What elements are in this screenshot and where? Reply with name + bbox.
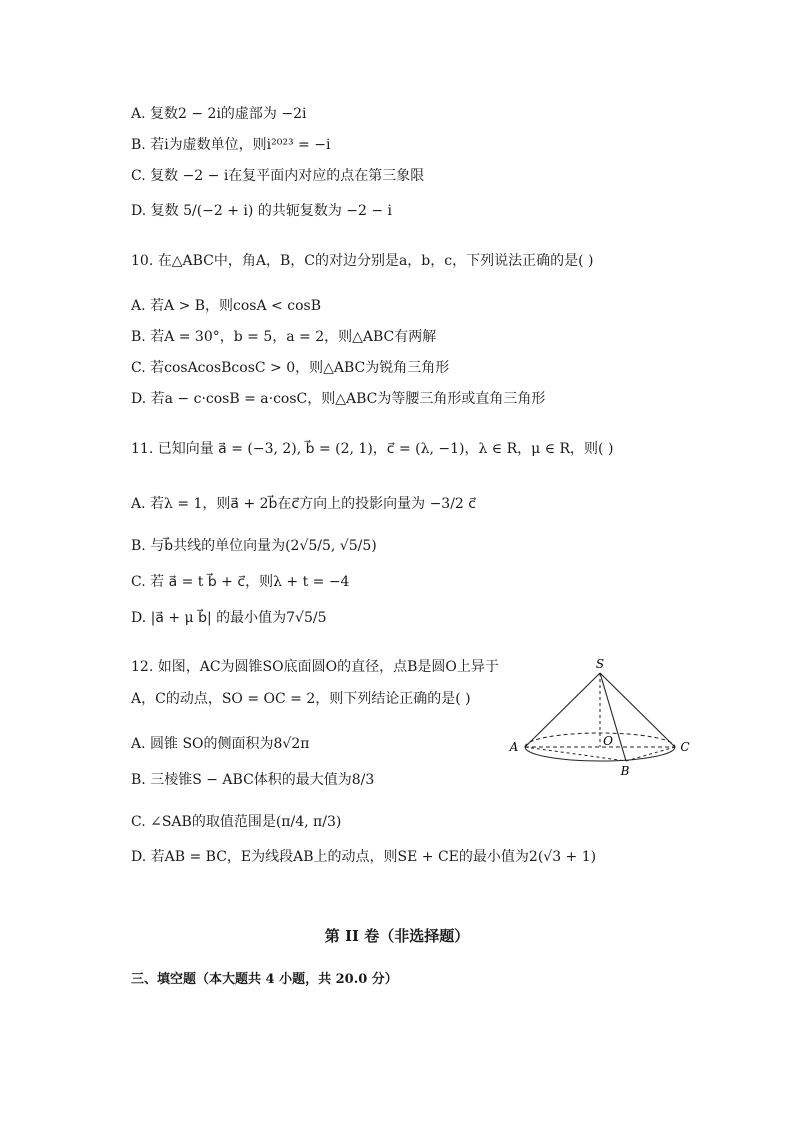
q11-option-b: B. 与b⃗共线的单位向量为(2√5/5, √5/5) [131,538,377,554]
q9-option-c: C. 复数 −2 − i在复平面内对应的点在第三象限 [131,168,425,184]
cone-figure [505,655,700,780]
label-b: B [620,764,630,778]
q12-option-c: C. ∠SAB的取值范围是(π/4, π/3) [131,814,342,830]
label-s: S [595,657,605,671]
q10-option-c: C. 若cosAcosBcosC > 0，则△ABC为锐角三角形 [131,360,450,376]
q10-option-d: D. 若a − c·cosB = a·cosC，则△ABC为等腰三角形或直角三角形 [131,391,546,407]
q11-option-c: C. 若 a⃗ = t b⃗ + c⃗，则λ + t = −4 [131,574,350,590]
cone-base-front [525,747,675,761]
label-a: A [509,740,519,754]
q12-option-d: D. 若AB = BC，E为线段AB上的动点，则SE + CE的最小值为2(√3 + 1) [131,849,597,865]
q9-option-a: A. 复数2 − 2i的虚部为 −2i [131,106,307,122]
chord-bc [626,747,675,761]
q9-option-b: B. 若i为虚数单位，则i²⁰²³ = −i [131,137,331,153]
q12-stem-line2: A，C的动点，SO = OC = 2，则下列结论正确的是( ) [131,691,471,707]
q12-option-b: B. 三棱锥S − ABC体积的最大值为8/3 [131,772,375,788]
q10-stem: 10. 在△ABC中，角A，B，C的对边分别是a，b，c，下列说法正确的是( ) [131,253,594,269]
edge-sa [525,673,600,747]
q9-option-d: D. 复数 5/(−2 + i) 的共轭复数为 −2 − i [131,203,393,219]
q10-option-a: A. 若A > B，则cosA < cosB [131,298,321,314]
label-o: O [603,734,613,748]
q11-stem: 11. 已知向量 a⃗ = (−3, 2), b⃗ = (2, 1)，c⃗ = (λ, −1)，λ ∈ R，μ ∈ R，则( ) [131,441,614,457]
q10-option-b: B. 若A = 30°，b = 5，a = 2，则△ABC有两解 [131,329,437,345]
q11-option-a: A. 若λ = 1，则a⃗ + 2b⃗在c⃗方向上的投影向量为 −3/2 c⃗ [131,496,476,512]
q12-stem-line1: 12. 如图，AC为圆锥SO底面圆O的直径，点B是圆O上异于 [131,659,499,675]
label-c: C [680,740,690,754]
q12-option-a: A. 圆锥 SO的侧面积为8√2π [131,736,310,752]
chord-ab [525,747,626,761]
part-2-title: 第 II 卷（非选择题） [324,927,470,945]
section-3-title: 三、填空题（本大题共 4 小题，共 20.0 分） [131,972,398,987]
q11-option-d: D. |a⃗ + μ b⃗| 的最小值为7√5/5 [131,610,327,626]
